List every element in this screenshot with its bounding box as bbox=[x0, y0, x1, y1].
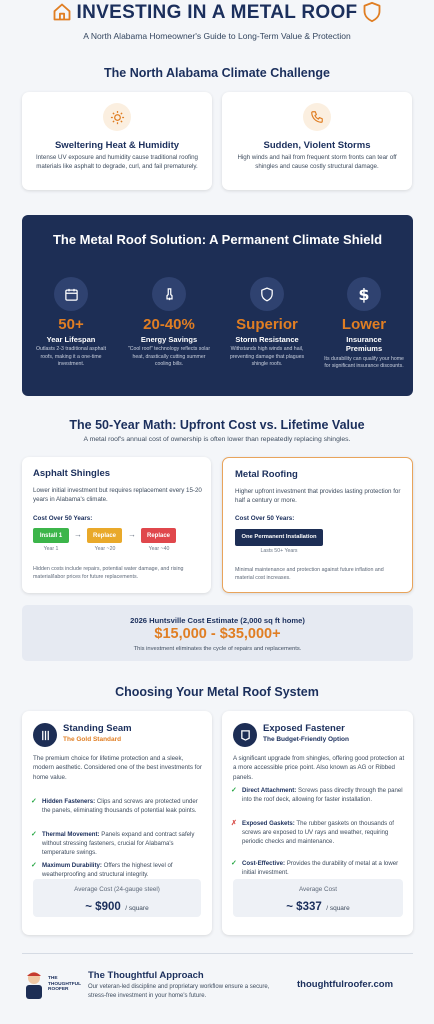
list-item: ✓ Maximum Durability: Offers the highest level of weatherproofing and structural integrity. bbox=[31, 862, 173, 879]
stat-energy bbox=[120, 277, 218, 369]
stat-label: Insurance Premiums bbox=[345, 335, 383, 354]
stat-insurance bbox=[315, 277, 413, 371]
heat-title: Sweltering Heat & Humidity bbox=[54, 140, 180, 151]
price-label: Average Cost (24-gauge steel) bbox=[74, 886, 160, 893]
list-item: ✗ Exposed Gaskets: The rubber gaskets on thousands of screws are exposed to UV rays and weather, requiring periodic checks and maintenance. bbox=[231, 820, 394, 846]
asphalt-title: Asphalt Shingles bbox=[33, 468, 111, 479]
math-subtitle: A metal roof's annual cost of ownership is often lower than repeatedly replacing shingles. bbox=[83, 436, 351, 443]
stat-value: 20-40% bbox=[143, 316, 195, 333]
metal-title: Metal Roofing bbox=[235, 469, 298, 480]
fastener-icon bbox=[233, 723, 257, 747]
stat-storm bbox=[218, 277, 316, 369]
thermometer-icon bbox=[152, 277, 186, 311]
storms-text: High winds and hail from frequent storm fronts can tear off shingles and cause costly structural damage. bbox=[237, 154, 397, 170]
storms-card bbox=[222, 92, 412, 190]
step-year: Year ~20 bbox=[94, 546, 116, 552]
stat-text: Outlasts 2-3 traditional asphalt roofs, making it a one-time investment. bbox=[35, 346, 107, 368]
seam-icon bbox=[33, 723, 57, 747]
standing-tag: The Gold Standard bbox=[63, 736, 122, 743]
price-unit: / square bbox=[326, 905, 350, 912]
stat-lifespan bbox=[22, 277, 120, 369]
step-replace: Replace bbox=[141, 528, 176, 543]
standing-seam-card bbox=[22, 711, 212, 935]
climate-title: The North Alabama Climate Challenge bbox=[104, 66, 330, 80]
website-link[interactable]: thoughtfulroofer.com bbox=[297, 979, 394, 990]
asphalt-cost-label: Cost Over 50 Years: bbox=[33, 515, 93, 522]
metal-install: One Permanent Installation bbox=[235, 529, 323, 546]
exposed-text: A significant upgrade from shingles, offering good protection at a more accessible price point. Also known as AG or Ribbed panels. bbox=[233, 755, 405, 781]
exposed-fastener-card bbox=[222, 711, 413, 935]
page-title: INVESTING IN A METAL ROOF bbox=[76, 2, 358, 23]
footer-title: The Thoughtful Approach bbox=[88, 970, 204, 981]
shield-icon bbox=[250, 277, 284, 311]
estimate-range: $15,000 - $35,000+ bbox=[154, 626, 281, 642]
company-logo: THE THOUGHTFUL ROOFER bbox=[22, 967, 78, 1005]
stat-value: Lower bbox=[341, 316, 387, 333]
price-label: Average Cost bbox=[298, 886, 338, 893]
storms-title: Sudden, Violent Storms bbox=[263, 140, 371, 151]
check-icon: ✓ bbox=[231, 860, 237, 867]
step-install: Install 1 bbox=[33, 528, 69, 543]
phone-icon bbox=[303, 103, 331, 131]
list-item: ✓ Direct Attachment: Screws pass directly through the panel into the roof deck, allowing for faster installation. bbox=[231, 787, 403, 804]
footer-divider bbox=[22, 953, 413, 954]
list-item: ✓ Thermal Movement: Panels expand and contract safely without stressing fasteners, crucial for Alabama's temperature swings. bbox=[31, 831, 195, 857]
estimate-title: 2026 Huntsville Cost Estimate (2,000 sq ft home) bbox=[130, 616, 305, 625]
metal-cost-label: Cost Over 50 Years: bbox=[235, 515, 295, 522]
calendar-icon bbox=[54, 277, 88, 311]
footer-text: Our veteran-led discipline and proprietary workflow ensure a secure, stress-free investment in your home's future. bbox=[88, 984, 270, 999]
standing-text: The premium choice for lifetime protection and a sleek, modern aesthetic. Considered one of the best investments for home value. bbox=[33, 755, 202, 781]
heat-card bbox=[22, 92, 212, 190]
exposed-price-box bbox=[233, 879, 403, 917]
stat-label: Storm Resistance bbox=[235, 335, 299, 344]
page-subtitle: A North Alabama Homeowner's Guide to Long-Term Value & Protection bbox=[83, 31, 351, 41]
stat-text: "Cool roof" technology reflects solar heat, drastically cutting summer cooling bills. bbox=[127, 346, 211, 368]
price-value: ~ $337 bbox=[286, 901, 322, 913]
price-value: ~ $900 bbox=[85, 901, 121, 913]
step-year: Year 1 bbox=[43, 546, 59, 552]
metal-note: Minimal maintenance and protection against future inflation and material cost increases. bbox=[235, 567, 384, 581]
stat-label: Energy Savings bbox=[140, 335, 198, 344]
stat-label: Year Lifespan bbox=[46, 335, 96, 344]
dollar-icon: $ bbox=[347, 277, 381, 311]
asphalt-text: Lower initial investment but requires replacement every 15-20 years in Alabama's climate. bbox=[33, 487, 202, 504]
standing-price-box bbox=[33, 879, 201, 917]
shield-icon bbox=[362, 1, 382, 28]
cross-icon: ✗ bbox=[231, 820, 237, 827]
step-year: Year ~40 bbox=[148, 546, 170, 552]
metal-card bbox=[222, 457, 413, 593]
check-icon: ✓ bbox=[31, 798, 37, 805]
asphalt-card bbox=[22, 457, 211, 593]
stat-value: Superior bbox=[236, 316, 298, 333]
sun-icon bbox=[103, 103, 131, 131]
standing-title: Standing Seam bbox=[63, 723, 132, 734]
stat-value: 50+ bbox=[58, 316, 84, 333]
estimate-box bbox=[22, 605, 413, 661]
exposed-tag: The Budget-Friendly Option bbox=[263, 736, 349, 743]
header bbox=[0, 0, 434, 62]
price-unit: / square bbox=[125, 905, 149, 912]
heat-text: Intense UV exposure and humidity cause traditional roofing materials like asphalt to degrade, curl, and fail prematurely. bbox=[36, 154, 199, 170]
metal-text: Higher upfront investment that provides lasting protection for half a century or more. bbox=[235, 488, 401, 505]
arrow-icon: → bbox=[128, 530, 136, 539]
check-icon: ✓ bbox=[31, 862, 37, 869]
list-item: ✓ Hidden Fasteners: Clips and screws are protected under the panels, eliminating thousands of potential leak points. bbox=[31, 798, 198, 815]
step-replace: Replace bbox=[87, 528, 122, 543]
systems-title: Choosing Your Metal Roof System bbox=[115, 685, 319, 699]
solution-panel bbox=[22, 215, 413, 396]
exposed-title: Exposed Fastener bbox=[263, 723, 345, 734]
list-item: ✓ Cost-Effective: Provides the durability of metal at a lower initial investment. bbox=[231, 860, 399, 877]
solution-title: The Metal Roof Solution: A Permanent Climate Shield bbox=[52, 232, 383, 247]
check-icon: ✓ bbox=[31, 831, 37, 838]
stat-text: Its durability can qualify your home for significant insurance discounts. bbox=[324, 355, 404, 370]
arrow-icon: → bbox=[74, 530, 82, 539]
check-icon: ✓ bbox=[231, 787, 237, 794]
estimate-note: This investment eliminates the cycle of repairs and replacements. bbox=[133, 646, 302, 652]
asphalt-note: Hidden costs include repairs, potential water damage, and rising material/labor prices for future replacements. bbox=[33, 566, 184, 580]
math-title: The 50-Year Math: Upfront Cost vs. Lifetime Value bbox=[69, 418, 365, 432]
metal-lasts: Lasts 50+ Years bbox=[260, 548, 298, 554]
stat-text: Withstands high winds and hail, preventing damage that plagues shingle roofs. bbox=[229, 346, 305, 368]
